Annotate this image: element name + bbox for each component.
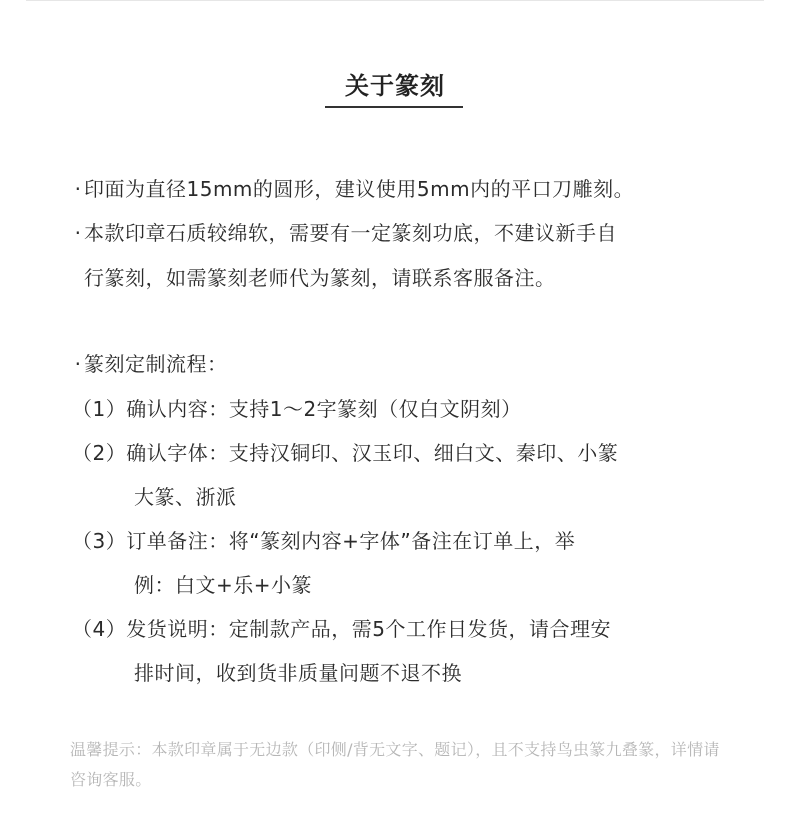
intro-line-2 xyxy=(72,217,617,246)
process-step-3-cont: 例：白文+乐+小篆 xyxy=(134,573,313,597)
bullet-dot: · xyxy=(74,177,82,201)
top-divider xyxy=(26,0,764,1)
bullet-dot: · xyxy=(74,221,82,245)
process-step-1: （1）确认内容：支持1～2字篆刻（仅白文阴刻） xyxy=(72,397,522,421)
page-title: 关于篆刻 xyxy=(345,72,445,100)
process-heading-text: 篆刻定制流程： xyxy=(84,352,228,376)
intro-line-1 xyxy=(72,173,634,202)
process-step-4-cont: 排时间，收到货非质量问题不退不换 xyxy=(134,661,462,685)
title-underline xyxy=(325,106,463,108)
process-step-2-cont: 大篆、浙派 xyxy=(134,485,237,509)
process-step-2: （2）确认字体：支持汉铜印、汉玉印、细白文、秦印、小篆 xyxy=(72,441,619,465)
intro-line-3: 行篆刻，如需篆刻老师代为篆刻，请联系客服备注。 xyxy=(84,266,556,290)
intro-text-1: 印面为直径15mm的圆形，建议使用5mm内的平口刀雕刻。 xyxy=(84,177,635,201)
intro-text-2: 本款印章石质较绵软，需要有一定篆刻功底，不建议新手自 xyxy=(84,221,617,245)
bullet-dot: · xyxy=(74,352,82,376)
process-heading xyxy=(72,348,228,377)
process-step-3: （3）订单备注：将“篆刻内容+字体”备注在订单上，举 xyxy=(72,529,576,553)
process-step-4: （4）发货说明：定制款产品，需5个工作日发货，请合理安 xyxy=(72,617,611,641)
warm-tip-note: 温馨提示：本款印章属于无边款（印侧/背无文字、题记），且不支持鸟虫篆九叠篆，详情请咨询客服。 xyxy=(70,740,720,789)
